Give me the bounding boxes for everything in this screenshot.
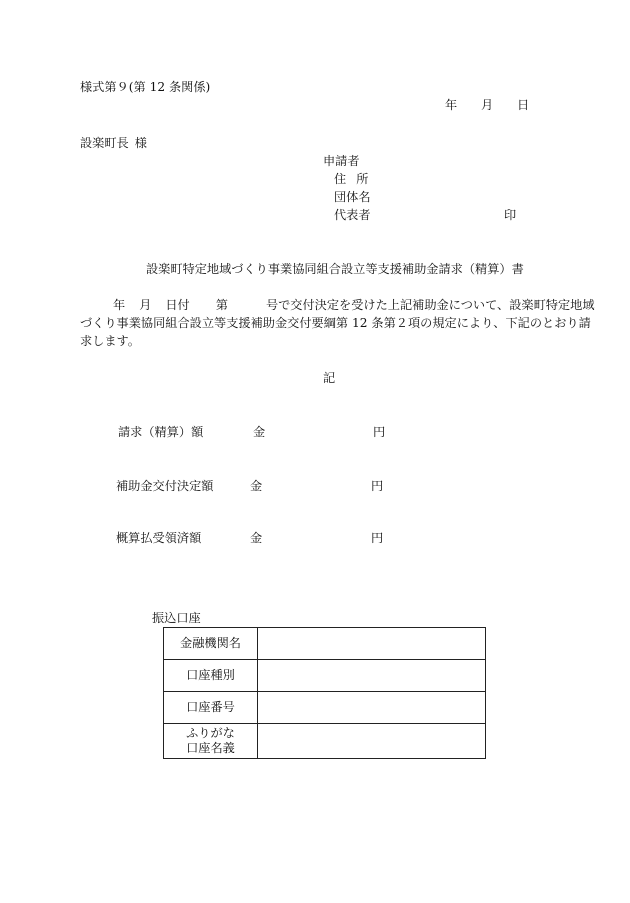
bank-row-label <box>164 692 258 724</box>
bank-row-label-text: 口座名義 <box>186 741 235 755</box>
body-paragraph <box>80 296 595 350</box>
amount-row-prefix: 金 <box>250 479 263 493</box>
bank-row-value[interactable] <box>258 724 486 759</box>
addressee-honorific: 様 <box>134 136 147 150</box>
applicant-address-label-1: 住 <box>334 172 347 186</box>
amount-row-suffix: 円 <box>373 425 386 439</box>
form-number: 様式第９(第 12 条関係) <box>80 80 211 94</box>
body-rest: 号で交付決定を受けた上記補助金について、設楽町特定地域づくり事業協同組合設立等支援補助金交付要綱第 12 条第２項の規定により、下記のとおり請求します。 <box>80 298 595 348</box>
amount-row-label: 概算払受領済額 <box>116 531 202 545</box>
amount-row-label: 補助金交付決定額 <box>116 479 214 493</box>
body-day: 日付 <box>165 298 190 312</box>
table-row <box>164 628 486 660</box>
applicant-address-label-2: 所 <box>356 172 369 186</box>
bank-row-label-text: 口座番号 <box>186 700 235 714</box>
date-year-label: 年 <box>445 98 458 112</box>
bank-row-label <box>164 628 258 660</box>
bank-row-label-text: 口座種別 <box>186 668 235 682</box>
addressee <box>80 136 147 151</box>
bank-row-label <box>164 660 258 692</box>
bank-row-value[interactable] <box>258 660 486 692</box>
applicant-address-label <box>334 172 368 187</box>
body-year: 年 <box>113 298 126 312</box>
amount-row-label: 請求（精算）額 <box>118 425 204 439</box>
date-month-label: 月 <box>481 98 494 112</box>
body-number-prefix: 第 <box>215 298 228 312</box>
applicant-representative-label: 代表者 <box>334 208 371 222</box>
addressee-name: 設楽町長 <box>80 136 129 150</box>
seal-label: 印 <box>504 208 517 222</box>
body-month: 月 <box>139 298 152 312</box>
table-row <box>164 724 486 759</box>
date-day-label: 日 <box>517 98 530 112</box>
table-row <box>164 660 486 692</box>
table-row <box>164 692 486 724</box>
applicant-organization-label: 団体名 <box>334 190 371 204</box>
amount-row-prefix: 金 <box>253 425 266 439</box>
ki-label: 記 <box>323 371 336 385</box>
bank-row-label <box>164 724 258 759</box>
amount-row-prefix: 金 <box>250 531 263 545</box>
document-title: 設楽町特定地域づくり事業協同組合設立等支援補助金請求（精算）書 <box>146 262 524 276</box>
bank-account-table <box>163 627 486 759</box>
bank-account-caption: 振込口座 <box>152 611 201 625</box>
bank-row-value[interactable] <box>258 692 486 724</box>
applicant-label: 申請者 <box>323 154 360 168</box>
bank-row-value[interactable] <box>258 628 486 660</box>
amount-row-suffix: 円 <box>371 531 384 545</box>
bank-row-label-furigana: ふりがな <box>186 726 235 740</box>
amount-row-suffix: 円 <box>371 479 384 493</box>
bank-row-label-text: 金融機関名 <box>180 636 241 650</box>
